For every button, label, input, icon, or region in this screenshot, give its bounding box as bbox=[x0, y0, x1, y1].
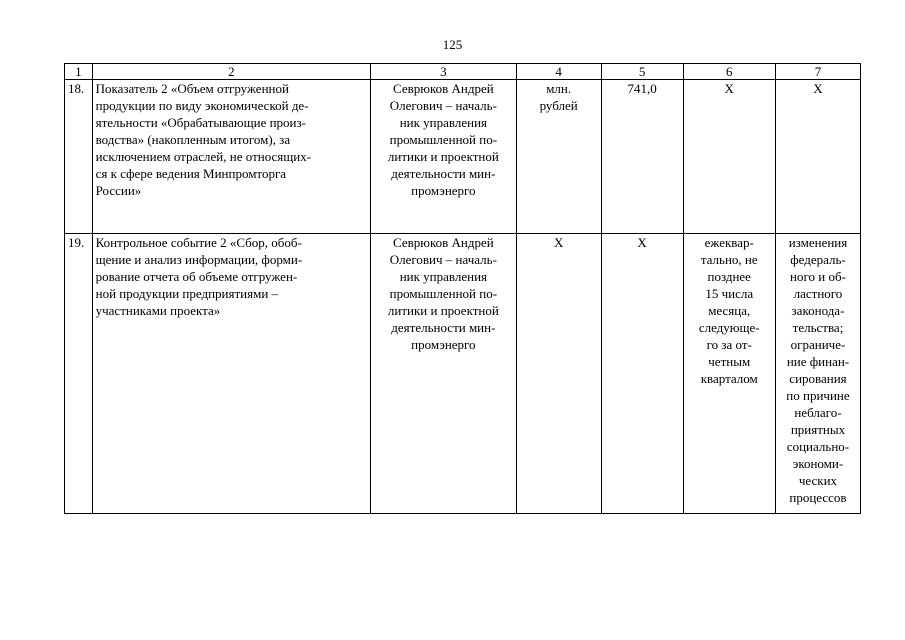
cell-line: ного и об- bbox=[790, 269, 846, 284]
column-header-1: 1 bbox=[65, 64, 93, 80]
value-cell bbox=[601, 80, 683, 234]
cell-line: федераль- bbox=[790, 252, 846, 267]
cell-line: литики и проектной bbox=[387, 149, 499, 164]
cell-line: водства» (накопленным итогом), за bbox=[95, 132, 291, 147]
column-header-7: 7 bbox=[775, 64, 860, 80]
cell-line: приятных bbox=[790, 422, 846, 437]
cell-line: месяца, bbox=[708, 303, 751, 318]
cell-line: неблаго- bbox=[794, 405, 842, 420]
cell-line: ческих bbox=[798, 473, 838, 488]
column-header-4: 4 bbox=[516, 64, 601, 80]
cell-line: щение и анализ информации, форми- bbox=[95, 252, 303, 267]
cell-line: промэнерго bbox=[411, 183, 476, 198]
cell-line: экономи- bbox=[792, 456, 844, 471]
cell-line: тально, не bbox=[700, 252, 758, 267]
cell-line: рование отчета об объеме отгружен- bbox=[95, 269, 298, 284]
cell-line: ние финан- bbox=[786, 354, 850, 369]
cell-line: Х bbox=[724, 81, 734, 96]
indicator-cell bbox=[92, 80, 370, 234]
row-number-cell: 19. bbox=[65, 234, 93, 514]
cell-line: ник управления bbox=[399, 269, 488, 284]
indicator-cell bbox=[92, 234, 370, 514]
data-table bbox=[64, 63, 861, 514]
unit-cell bbox=[516, 80, 601, 234]
cell-line: исключением отраслей, не относящих- bbox=[95, 149, 312, 164]
responsible-cell bbox=[371, 234, 517, 514]
cell-line: деятельности мин- bbox=[391, 320, 496, 335]
cell-line: следующе- bbox=[698, 320, 760, 335]
cell-line: Олегович – началь- bbox=[389, 252, 497, 267]
cell-line: участниками проекта» bbox=[95, 303, 221, 318]
deadline-cell bbox=[683, 234, 775, 514]
cell-line: ся к сфере ведения Минпромторга bbox=[95, 166, 287, 181]
cell-line: изменения bbox=[788, 235, 848, 250]
cell-line: ной продукции предприятиями – bbox=[95, 286, 279, 301]
risk-cell bbox=[775, 234, 860, 514]
cell-line: промышленной по- bbox=[389, 132, 498, 147]
cell-line: 15 числа bbox=[705, 286, 754, 301]
header-row bbox=[65, 64, 861, 80]
column-header-5: 5 bbox=[601, 64, 683, 80]
cell-line: Х bbox=[553, 235, 564, 250]
cell-line: ник управления bbox=[399, 115, 488, 130]
value-cell bbox=[601, 234, 683, 514]
cell-line: по причине bbox=[786, 388, 850, 403]
deadline-cell bbox=[683, 80, 775, 234]
cell-line: ластного bbox=[793, 286, 843, 301]
cell-line: кварталом bbox=[700, 371, 758, 386]
cell-line: четным bbox=[708, 354, 751, 369]
responsible-cell bbox=[371, 80, 517, 234]
column-header-6: 6 bbox=[683, 64, 775, 80]
cell-line: промышленной по- bbox=[389, 286, 498, 301]
cell-line: Севрюков Андрей bbox=[393, 235, 494, 250]
cell-line: ограниче- bbox=[790, 337, 846, 352]
cell-line: Контрольное событие 2 «Сбор, обоб- bbox=[95, 235, 302, 250]
page-number: 125 bbox=[442, 37, 463, 52]
table-row bbox=[65, 80, 861, 234]
cell-line: сирования bbox=[789, 371, 847, 386]
cell-line: ятельности «Обрабатывающие произ- bbox=[95, 115, 306, 130]
risk-cell bbox=[775, 80, 860, 234]
cell-line: Х bbox=[813, 81, 823, 96]
cell-line: го за от- bbox=[706, 337, 752, 352]
cell-line: ежеквар- bbox=[704, 235, 754, 250]
cell-line: процессов bbox=[789, 490, 847, 505]
cell-line: 741,0 bbox=[627, 81, 657, 96]
column-header-2: 2 bbox=[92, 64, 370, 80]
table-row bbox=[65, 234, 861, 514]
cell-line: законода- bbox=[791, 303, 845, 318]
cell-line: рублей bbox=[539, 98, 578, 113]
column-header-3: 3 bbox=[371, 64, 517, 80]
cell-line: тельства; bbox=[792, 320, 844, 335]
cell-line: Х bbox=[637, 235, 647, 250]
cell-line: промэнерго bbox=[411, 337, 476, 352]
cell-line: России» bbox=[95, 183, 142, 198]
row-number-cell: 18. bbox=[65, 80, 93, 234]
unit-cell bbox=[516, 234, 601, 514]
cell-line: Севрюков Андрей bbox=[393, 81, 494, 96]
cell-line: Показатель 2 «Объем отгруженной bbox=[95, 81, 289, 96]
cell-line: Олегович – началь- bbox=[389, 98, 497, 113]
cell-line: социально- bbox=[786, 439, 850, 454]
cell-line: продукции по виду экономической де- bbox=[95, 98, 309, 113]
cell-line: млн. bbox=[546, 81, 572, 96]
cell-line: деятельности мин- bbox=[391, 166, 496, 181]
cell-line: литики и проектной bbox=[387, 303, 499, 318]
cell-line: позднее bbox=[707, 269, 751, 284]
